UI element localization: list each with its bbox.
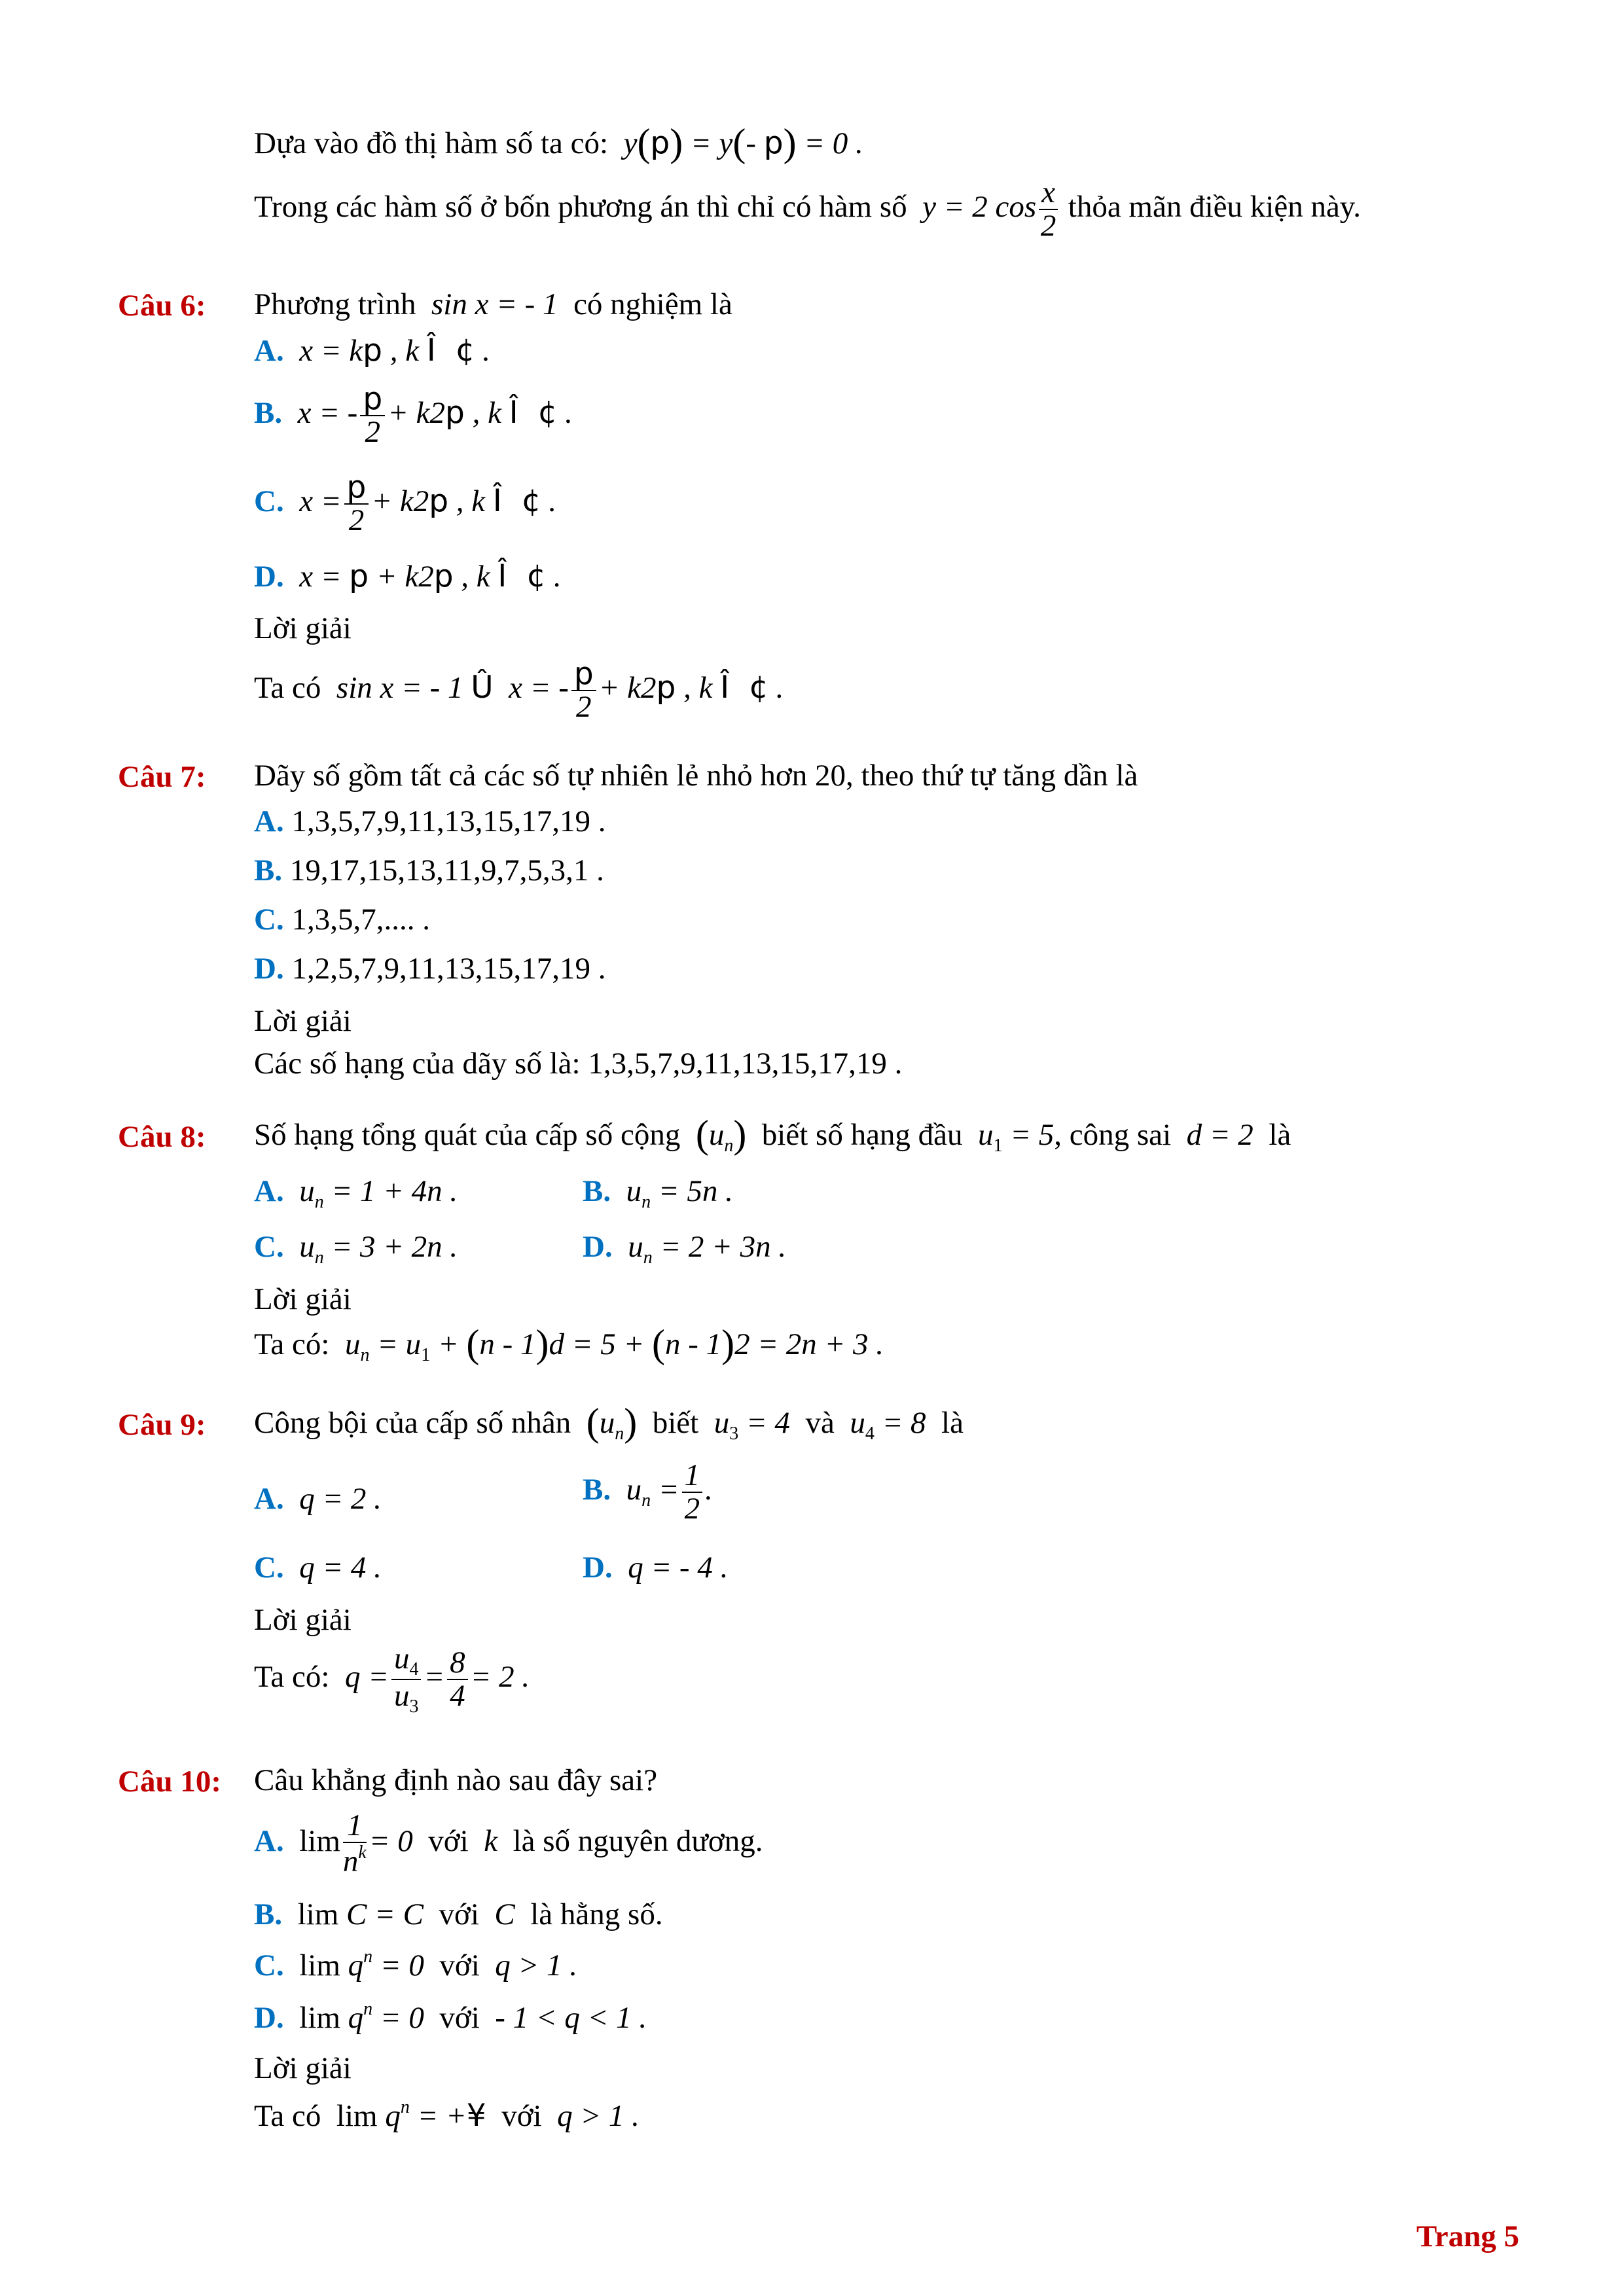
formula: y(p) = y(- p) = 0 .: [615, 121, 863, 164]
question-8-text: Số hạng tổng quát của cấp số cộng $(u_n)$ biết số hạng đầu $u_1 = 5$, công sai d = 2 là: [254, 1113, 1291, 1156]
question-6-text: Phương trình sin x = - 1 có nghiệm là: [254, 287, 732, 321]
question-6-label: Câu 6:: [118, 289, 206, 323]
question-8-label: Câu 8:: [118, 1120, 206, 1154]
question-7-solution: Các số hạng của dãy số là: 1,3,5,7,9,11,13,15,17,19 .: [254, 1047, 903, 1081]
question-10-text: Câu khẳng định nào sau đây sai?: [254, 1763, 658, 1797]
question-8-option-c[interactable]: C. $u_n = 3 + 2n$ .: [254, 1230, 458, 1268]
question-8-solution-label: Lời giải: [254, 1282, 352, 1316]
question-7-label: Câu 7:: [118, 760, 206, 794]
question-10-option-c[interactable]: C. $\lim q^n = 0$ với q > 1 .: [254, 1946, 577, 1982]
question-9-option-b[interactable]: B. $u_n$ = $\frac{1}{2}$ .: [583, 1458, 713, 1526]
formula: sin x = - 1: [424, 287, 566, 321]
question-9-solution: Ta có: q = $\frac{u_4}{u_3}$ = $\frac{8}{4}$ = 2 .: [254, 1641, 530, 1717]
question-7-option-d[interactable]: D. 1,2,5,7,9,11,13,15,17,19 .: [254, 952, 606, 986]
question-10-option-a[interactable]: A. lim $\frac{1}{n^k}$ = 0 với k là số nguyên dương.: [254, 1808, 763, 1879]
question-6-option-a[interactable]: A. x = kp , k Î ¢ .: [254, 332, 491, 368]
question-8-option-a[interactable]: A. $u_n = 1 + 4n$ .: [254, 1174, 458, 1212]
question-9-option-c[interactable]: C. q = 4 .: [254, 1551, 382, 1585]
question-7-option-c[interactable]: C. 1,3,5,7,.... .: [254, 903, 430, 937]
question-8-solution: Ta có: $u_n = u_1 + (n - 1)d = 5 + (n - 1)2 = 2n + 3$ .: [254, 1322, 884, 1365]
intro-line-1: Dựa vào đồ thị hàm số ta có: y(p) = y(- p) = 0 .: [254, 121, 863, 164]
question-6-solution: Ta có sin x = - 1 Û x = - $\frac{p}{2}$ + k2p , k Î ¢ .: [254, 656, 784, 725]
question-6-option-b[interactable]: B. x = - $\frac{p}{2}$ + k2p , k Î ¢ .: [254, 381, 573, 450]
question-9-option-d[interactable]: D. q = - 4 .: [583, 1551, 729, 1585]
question-7-solution-label: Lời giải: [254, 1004, 352, 1038]
question-7-option-a[interactable]: A. 1,3,5,7,9,11,13,15,17,19 .: [254, 804, 606, 838]
question-8-option-b[interactable]: B. $u_n = 5n$ .: [583, 1174, 733, 1212]
question-9-option-a[interactable]: A. q = 2 .: [254, 1482, 382, 1516]
question-10-label: Câu 10:: [118, 1765, 221, 1799]
question-10-solution-label: Lời giải: [254, 2051, 352, 2085]
question-6-option-c[interactable]: C. x = $\frac{p}{2}$ + k2p , k Î ¢ .: [254, 469, 557, 538]
question-10-option-d[interactable]: D. $\lim q^n = 0$ với - 1 < q < 1 .: [254, 1999, 647, 2035]
question-9-label: Câu 9:: [118, 1408, 206, 1442]
question-6-option-d[interactable]: D. x = p + k2p , k Î ¢ .: [254, 558, 562, 594]
question-10-option-b[interactable]: B. lim C = C với C là hằng số.: [254, 1897, 663, 1931]
question-7-text: Dãy số gồm tất cả các số tự nhiên lẻ nhỏ hơn 20, theo thứ tự tăng dần là: [254, 759, 1138, 793]
intro-line-2: Trong các hàm số ở bốn phương án thì chỉ có hàm số y = 2 cos $\frac{x}{2}$ thỏa mãn điều kiện này.: [254, 175, 1361, 243]
page-number: Trang 5: [1416, 2219, 1519, 2253]
question-7-option-b[interactable]: B. 19,17,15,13,11,9,7,5,3,1 .: [254, 853, 604, 888]
question-6-solution-label: Lời giải: [254, 611, 352, 645]
question-8-option-d[interactable]: D. $u_n = 2 + 3n$ .: [583, 1230, 787, 1268]
question-10-solution: Ta có $\lim q^n$ = +¥ với q > 1 .: [254, 2097, 640, 2134]
formula: y = 2 cos $\frac{x}{2}$: [914, 190, 1060, 224]
question-9-solution-label: Lời giải: [254, 1603, 352, 1637]
question-9-text: Công bội của cấp số nhân $(u_n)$ biết $u_3 = 4$ và $u_4 = 8$ là: [254, 1401, 964, 1444]
